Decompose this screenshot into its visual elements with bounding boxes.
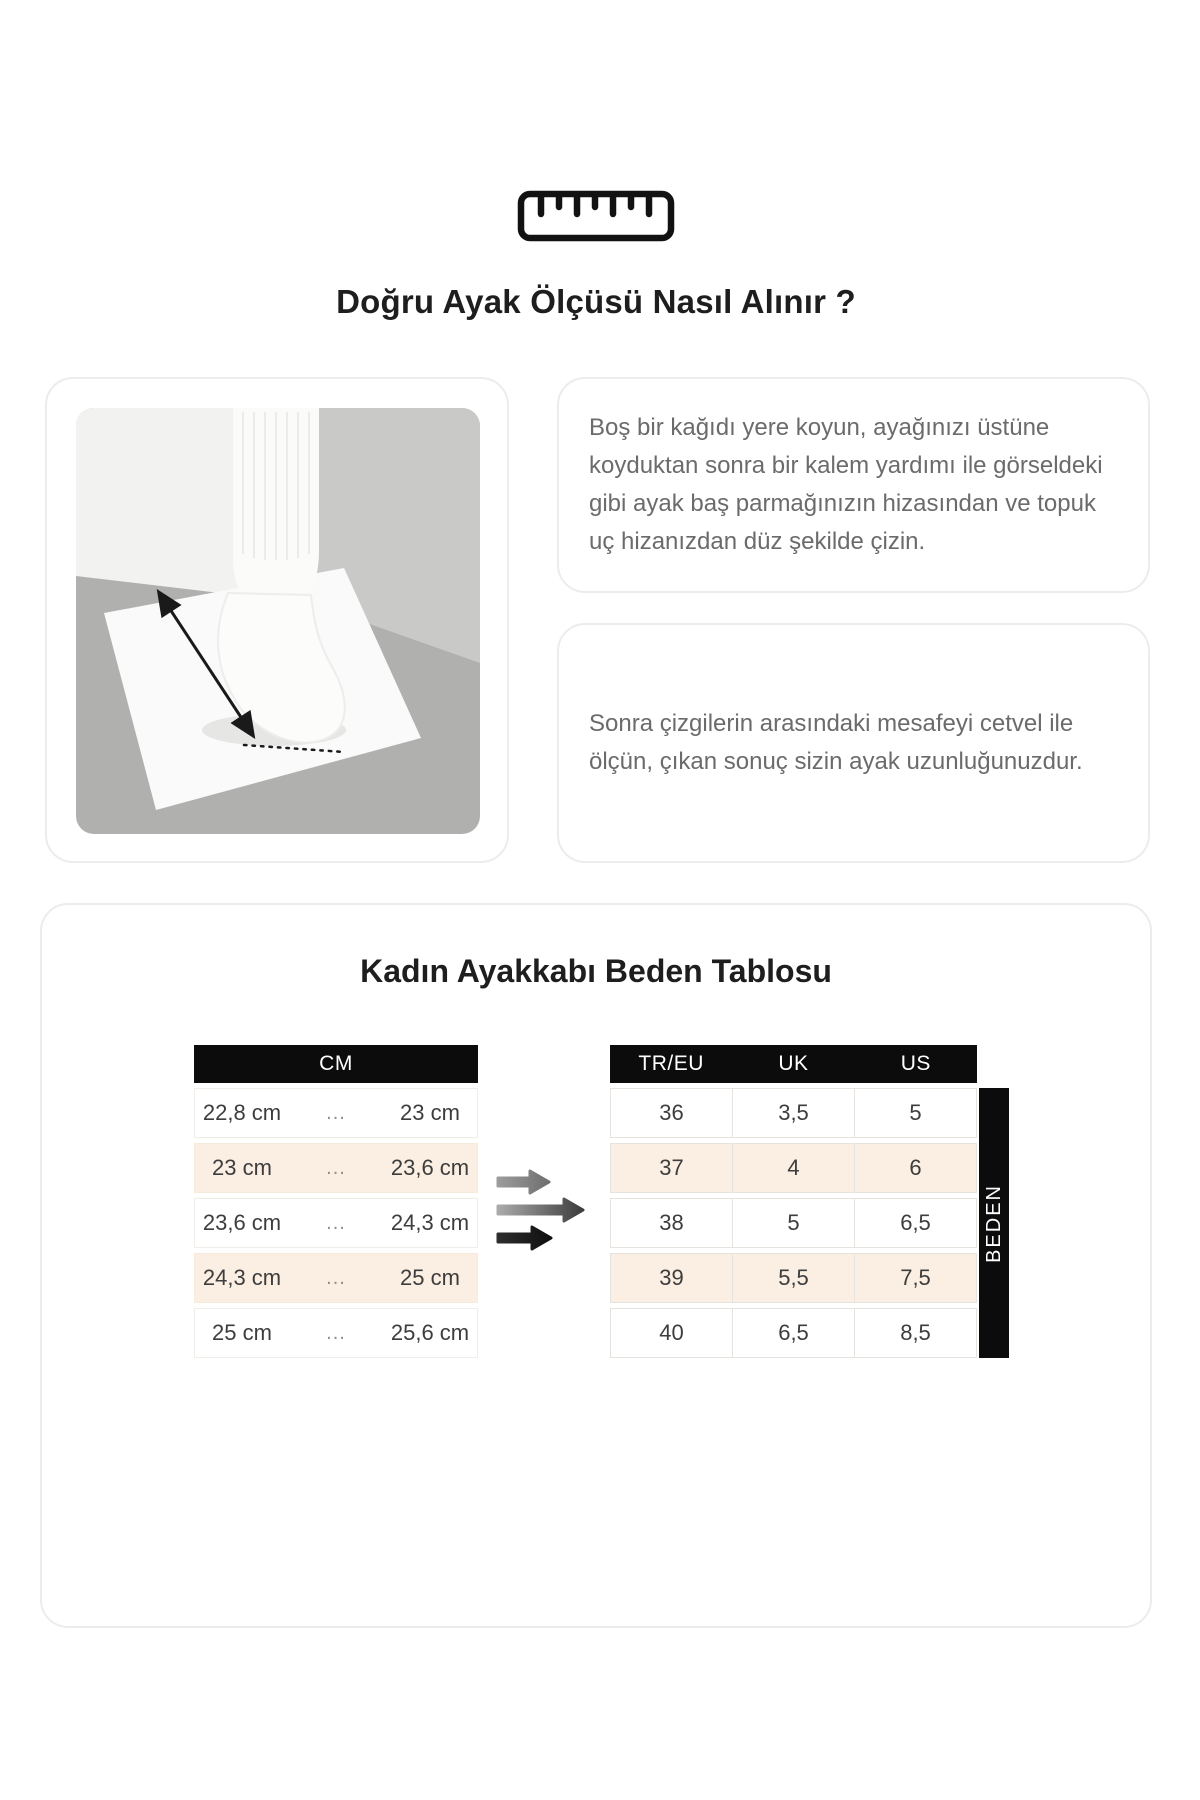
- size-cell: 7,5: [900, 1265, 931, 1290]
- size-axis-label: BEDEN: [982, 1183, 1005, 1263]
- range-dots: ...: [326, 1101, 346, 1124]
- size-cell: 5,5: [733, 1254, 855, 1302]
- size-cell: 6: [909, 1155, 922, 1180]
- range-dots: ...: [326, 1211, 346, 1234]
- instruction-text-1: Boş bir kağıdı yere koyun, ayağınızı üstüne koyduktan sonra bir kalem yardımı ile görseldeki gibi ayak baş parmağınızın hizasından ve topuk uç hizanızdan düz şekilde çizin.: [589, 414, 1103, 555]
- header-cell: UK: [778, 1052, 809, 1075]
- cm-cell: 24,3 cm: [390, 1210, 470, 1235]
- header-cell: TR/EU: [638, 1052, 704, 1075]
- table-row: [610, 1253, 977, 1303]
- size-cell: 40: [611, 1309, 733, 1357]
- cm-cell: 23,6 cm: [390, 1155, 470, 1180]
- intl-table-header: [610, 1045, 977, 1083]
- size-cell: 5: [733, 1199, 855, 1247]
- size-cell: 6,5: [900, 1210, 931, 1235]
- instruction-text-2: Sonra çizgilerin arasındaki mesafeyi cetvel ile ölçün, çıkan sonuç sizin ayak uzunluğunuzdur.: [589, 710, 1083, 775]
- size-cell: 4: [733, 1144, 855, 1192]
- size-cell: 6,5: [733, 1309, 855, 1357]
- size-table-card: [40, 903, 1152, 1628]
- table-row: [194, 1143, 478, 1193]
- foot-measure-photo-card: [45, 377, 509, 863]
- size-cell: 37: [611, 1144, 733, 1192]
- intl-size-table: [610, 1045, 977, 1358]
- cm-table-header: CM: [194, 1045, 478, 1083]
- table-row: [610, 1308, 977, 1358]
- size-cell: 36: [611, 1089, 733, 1137]
- range-dots: ...: [326, 1156, 346, 1179]
- table-row: [194, 1198, 478, 1248]
- cm-cell: 23,6 cm: [202, 1210, 282, 1235]
- table-row: [194, 1308, 478, 1358]
- cm-cell: 25 cm: [400, 1265, 460, 1290]
- table-row: [610, 1143, 977, 1193]
- cm-cell: 24,3 cm: [202, 1265, 282, 1290]
- ruler-icon-wrap: [40, 190, 1152, 247]
- cm-cell: 25,6 cm: [390, 1320, 470, 1345]
- range-dots: ...: [326, 1321, 346, 1344]
- range-dots: ...: [326, 1266, 346, 1289]
- size-cell: 38: [611, 1199, 733, 1247]
- size-cell: 3,5: [733, 1089, 855, 1137]
- instruction-box-1: [557, 377, 1150, 593]
- table-row: [194, 1088, 478, 1138]
- cm-cell: 22,8 cm: [202, 1100, 282, 1125]
- table-row: [610, 1088, 977, 1138]
- ruler-icon: [517, 190, 675, 242]
- instruction-box-2: [557, 623, 1150, 863]
- transfer-arrows-wrap: [492, 1167, 594, 1255]
- header-cell: US: [900, 1052, 931, 1075]
- page-title: Doğru Ayak Ölçüsü Nasıl Alınır ?: [336, 283, 856, 320]
- foot-measurement-photo: [76, 408, 480, 834]
- size-cell: 5: [909, 1100, 922, 1125]
- size-axis-label-bar: [979, 1088, 1009, 1358]
- cm-cell: 23 cm: [400, 1100, 460, 1125]
- cm-cell: 23 cm: [212, 1155, 272, 1180]
- table-row: [194, 1253, 478, 1303]
- size-table-title: Kadın Ayakkabı Beden Tablosu: [360, 953, 832, 989]
- cm-table: [194, 1045, 478, 1358]
- size-cell: 8,5: [900, 1320, 931, 1345]
- transfer-arrows-icon: [492, 1167, 594, 1255]
- size-cell: 39: [611, 1254, 733, 1302]
- cm-cell: 25 cm: [212, 1320, 272, 1345]
- table-row: [610, 1198, 977, 1248]
